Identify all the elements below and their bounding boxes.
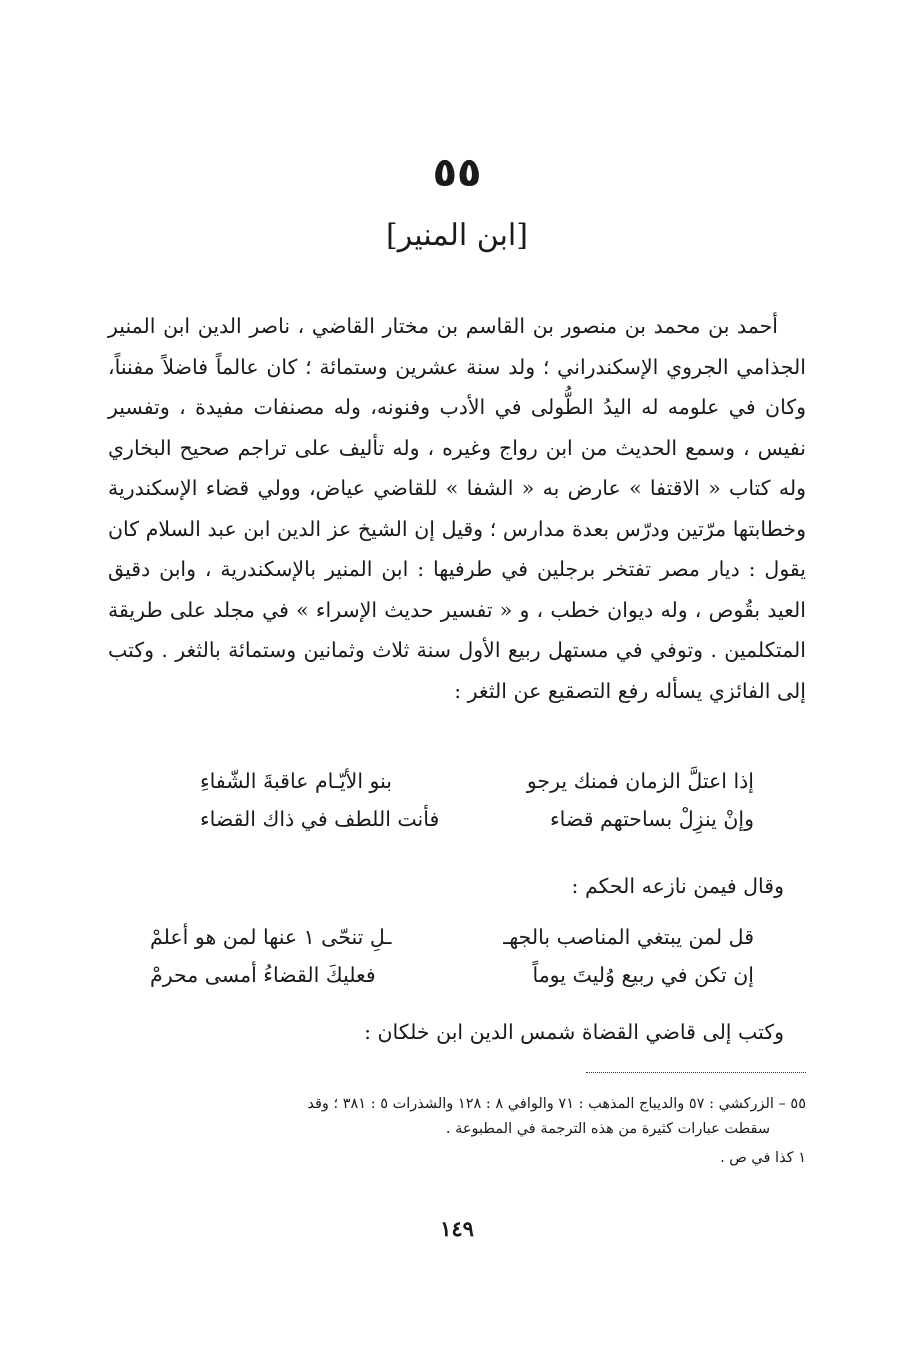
footnote-sources: ٥٥ – الزركشي : ٥٧ والديباج المذهب : ٧١ والوافي ٨ : ١٢٨ والشذرات ٥ : ٣٨١ ؛ وقد: [307, 1096, 806, 1112]
hemistich-second: ـلِ تنحّى ١ عنها لمن هو أعلمْ: [150, 925, 392, 949]
poem-first: [200, 762, 754, 838]
footnote-sources-continued: سقطت عبارات كثيرة من هذه الترجمة في المطبوعة .: [445, 1121, 770, 1137]
entry-title: [ابن المنير]: [386, 218, 528, 253]
page-number: ١٤٩: [440, 1216, 474, 1241]
verse-intro: وقال فيمن نازعه الحكم :: [571, 874, 784, 898]
footnote-separator: [586, 1072, 806, 1073]
hemistich-second: فأنت اللطف في ذاك القضاء: [200, 807, 440, 831]
hemistich-first: إذا اعتلَّ الزمان فمنك يرجو: [526, 769, 754, 793]
hemistich-first: وإنْ ينزِلْ بساحتهم قضاء: [550, 807, 754, 831]
verse-line: [150, 918, 754, 956]
poem-second: [150, 918, 754, 994]
hemistich-first: قل لمن يبتغي المناصب بالجهـ: [503, 925, 754, 949]
biography-text: [108, 306, 806, 711]
footnote-note: ١ كذا في ص .: [720, 1150, 806, 1166]
footnotes: [108, 1092, 806, 1171]
verse-line: [200, 800, 754, 838]
hemistich-first: إن تكن في ربيع وُليتَ يوماً: [532, 963, 754, 987]
hemistich-second: بنو الأيّـام عاقبةَ الشّفاءِ: [200, 769, 393, 793]
verse-line: [150, 956, 754, 994]
biography-paragraph: أحمد بن محمد بن منصور بن القاسم بن مختار القاضي ، ناصر الدين ابن المنير الجذامي الجروي الإسكندراني ؛ ولد سنة عشرين وستمائة ؛ كان عالماً فاضلاً مفنناً، وكان في علومه له اليدُ الطُّولى في الأدب وفنونه، وله مصنفات مفيدة ، وتفسير نفيس ، وسمع الحديث من ابن رواج وغيره ، وله تأليف على تراجم صحيح البخاري وله كتاب « الاقتفا » عارض به « الشفا » للقاضي عياض، وولي قضاء الإسكندرية وخطابتها مرّتين ودرّس بعدة مدارس ؛ وقيل إن الشيخ عز الدين ابن عبد السلام كان يقول : ديار مصر تفتخر برجلين في طرفيها : ابن المنير بالإسكندرية ، وابن دقيق العيد بقُوص ، وله ديوان خطب ، و « تفسير حديث الإسراء » في مجلد على طريقة المتكلمين . وتوفي في مستهل ربيع الأول سنة ثلاث وثمانين وستمائة بالثغر . وكتب إلى الفائزي يسأله رفع التصقيع عن الثغر :: [108, 314, 806, 703]
entry-number: ٥٥: [432, 150, 482, 196]
hemistich-second: فعليكَ القضاءُ أمسى محرمْ: [150, 963, 376, 987]
verse-intro: وكتب إلى قاضي القضاة شمس الدين ابن خلكان :: [364, 1020, 784, 1044]
verse-line: [200, 762, 754, 800]
